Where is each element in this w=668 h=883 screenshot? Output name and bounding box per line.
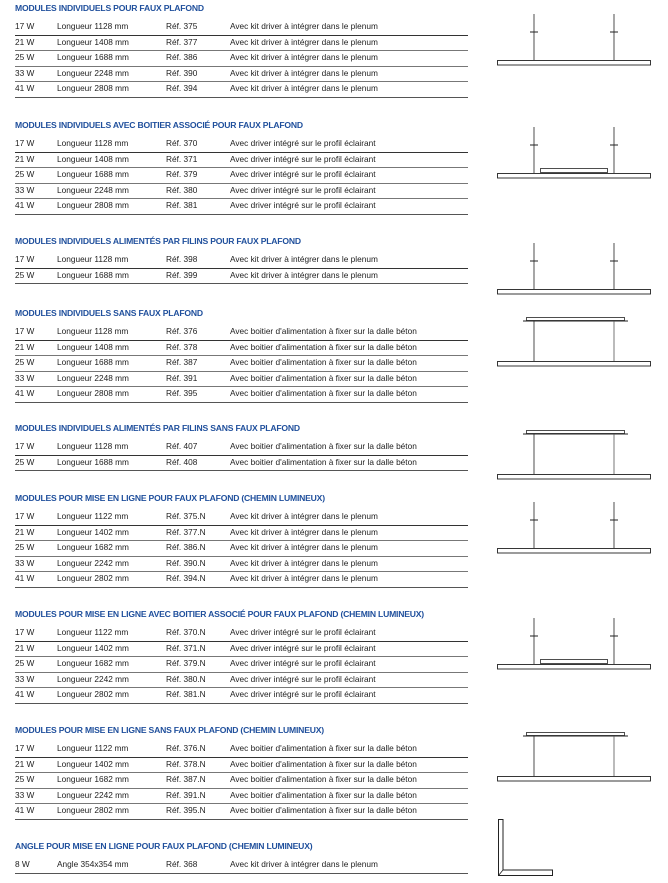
reference-cell: Réf. 390: [166, 67, 198, 78]
length-cell: Longueur 1122 mm: [57, 511, 129, 521]
wattage-cell: 33 W: [15, 557, 35, 568]
table-row: [15, 510, 468, 526]
wattage-cell: 33 W: [15, 789, 35, 800]
length-cell: Longueur 1682 mm: [57, 774, 129, 785]
wattage-cell: 25 W: [15, 169, 35, 180]
description-cell: Avec driver intégré sur le profil éclairant: [230, 642, 376, 653]
table-row: [15, 526, 468, 542]
product-section: [15, 3, 468, 98]
length-cell: Longueur 1128 mm: [57, 441, 129, 451]
reference-cell: Réf. 368: [166, 859, 198, 869]
wattage-cell: 41 W: [15, 83, 35, 94]
wattage-cell: 17 W: [15, 138, 35, 148]
section-title: MODULES INDIVIDUELS POUR FAUX PLAFOND: [15, 3, 204, 13]
length-cell: Longueur 1408 mm: [57, 36, 129, 47]
wattage-cell: 25 W: [15, 456, 35, 467]
length-cell: Longueur 1408 mm: [57, 341, 129, 352]
table-row: [15, 456, 468, 472]
description-cell: Avec kit driver à intégrer dans le plenum: [230, 526, 378, 537]
table-row: [15, 67, 468, 83]
description-cell: Avec driver intégré sur le profil éclairant: [230, 184, 376, 195]
wattage-cell: 17 W: [15, 326, 35, 336]
description-cell: Avec kit driver à intégrer dans le plenum: [230, 67, 378, 78]
diagram-container: [497, 618, 657, 679]
section-title: ANGLE POUR MISE EN LIGNE POUR FAUX PLAFOND (CHEMIN LUMINEUX): [15, 841, 313, 851]
description-cell: Avec boitier d'alimentation à fixer sur la dalle béton: [230, 789, 417, 800]
wattage-cell: 25 W: [15, 774, 35, 785]
table-row: [15, 168, 468, 184]
reference-cell: Réf. 375.N: [166, 511, 206, 521]
mounting-diagram-ceiling: [497, 430, 657, 482]
description-cell: Avec boitier d'alimentation à fixer sur la dalle béton: [230, 341, 417, 352]
reference-cell: Réf. 376: [166, 326, 198, 336]
product-section: [15, 725, 468, 820]
reference-cell: Réf. 398: [166, 254, 198, 264]
table-row: [15, 541, 468, 557]
table-row: [15, 325, 468, 341]
length-cell: Longueur 1122 mm: [57, 743, 129, 753]
reference-cell: Réf. 387.N: [166, 774, 206, 785]
description-cell: Avec boitier d'alimentation à fixer sur la dalle béton: [230, 372, 417, 383]
table-row: [15, 773, 468, 789]
reference-cell: Réf. 381.N: [166, 689, 206, 700]
section-title: MODULES INDIVIDUELS SANS FAUX PLAFOND: [15, 308, 203, 318]
reference-cell: Réf. 390.N: [166, 557, 206, 568]
length-cell: Longueur 2242 mm: [57, 673, 129, 684]
reference-cell: Réf. 399: [166, 269, 198, 280]
table-row: [15, 742, 468, 758]
length-cell: Longueur 1402 mm: [57, 642, 129, 653]
diagram-container: [497, 732, 657, 789]
mounting-diagram-ceiling: [497, 317, 657, 369]
table-row: [15, 440, 468, 456]
wattage-cell: 8 W: [15, 859, 30, 869]
description-cell: Avec driver intégré sur le profil éclairant: [230, 169, 376, 180]
description-cell: Avec kit driver à intégrer dans le plenum: [230, 557, 378, 568]
product-section: [15, 308, 468, 403]
wattage-cell: 21 W: [15, 526, 35, 537]
wattage-cell: 41 W: [15, 388, 35, 399]
table-row: [15, 20, 468, 36]
diagram-container: [497, 317, 657, 374]
length-cell: Longueur 2802 mm: [57, 689, 129, 700]
length-cell: Longueur 1688 mm: [57, 357, 129, 368]
table-row: [15, 82, 468, 98]
description-cell: Avec kit driver à intégrer dans le plenum: [230, 21, 378, 31]
mounting-diagram-ceiling: [497, 732, 657, 784]
mounting-diagram-suspended: [497, 243, 657, 299]
wattage-cell: 25 W: [15, 542, 35, 553]
wattage-cell: 41 W: [15, 805, 35, 816]
wattage-cell: 17 W: [15, 254, 35, 264]
reference-cell: Réf. 377: [166, 36, 198, 47]
description-cell: Avec boitier d'alimentation à fixer sur la dalle béton: [230, 326, 417, 336]
length-cell: Longueur 2808 mm: [57, 200, 129, 211]
wattage-cell: 25 W: [15, 269, 35, 280]
reference-cell: Réf. 391: [166, 372, 198, 383]
mounting-diagram-suspended: [497, 127, 657, 183]
wattage-cell: 21 W: [15, 153, 35, 164]
length-cell: Longueur 1688 mm: [57, 269, 129, 280]
wattage-cell: 17 W: [15, 627, 35, 637]
wattage-cell: 25 W: [15, 52, 35, 63]
length-cell: Longueur 2248 mm: [57, 184, 129, 195]
wattage-cell: 21 W: [15, 341, 35, 352]
section-title: MODULES POUR MISE EN LIGNE POUR FAUX PLAFOND (CHEMIN LUMINEUX): [15, 493, 325, 503]
description-cell: Avec kit driver à intégrer dans le plenum: [230, 52, 378, 63]
table-row: [15, 758, 468, 774]
length-cell: Longueur 1128 mm: [57, 138, 129, 148]
description-cell: Avec boitier d'alimentation à fixer sur la dalle béton: [230, 357, 417, 368]
length-cell: Longueur 1128 mm: [57, 254, 129, 264]
description-cell: Avec kit driver à intégrer dans le plenum: [230, 83, 378, 94]
table-row: [15, 688, 468, 704]
table-row: [15, 626, 468, 642]
length-cell: Longueur 2802 mm: [57, 573, 129, 584]
table-row: [15, 253, 468, 269]
diagram-container: [497, 818, 557, 883]
wattage-cell: 41 W: [15, 200, 35, 211]
reference-cell: Réf. 407: [166, 441, 198, 451]
table-row: [15, 184, 468, 200]
reference-cell: Réf. 381: [166, 200, 198, 211]
length-cell: Longueur 2808 mm: [57, 83, 129, 94]
description-cell: Avec kit driver à intégrer dans le plenum: [230, 542, 378, 553]
reference-cell: Réf. 375: [166, 21, 198, 31]
table-row: [15, 341, 468, 357]
table-row: [15, 387, 468, 403]
wattage-cell: 21 W: [15, 36, 35, 47]
wattage-cell: 21 W: [15, 642, 35, 653]
product-section: [15, 841, 468, 874]
section-title: MODULES INDIVIDUELS AVEC BOITIER ASSOCIÉ POUR FAUX PLAFOND: [15, 120, 303, 130]
wattage-cell: 17 W: [15, 441, 35, 451]
wattage-cell: 17 W: [15, 743, 35, 753]
description-cell: Avec driver intégré sur le profil éclairant: [230, 658, 376, 669]
table-row: [15, 673, 468, 689]
reference-cell: Réf. 378.N: [166, 758, 206, 769]
product-section: [15, 120, 468, 215]
table-row: [15, 372, 468, 388]
reference-cell: Réf. 386: [166, 52, 198, 63]
description-cell: Avec driver intégré sur le profil éclairant: [230, 153, 376, 164]
section-title: MODULES POUR MISE EN LIGNE SANS FAUX PLAFOND (CHEMIN LUMINEUX): [15, 725, 324, 735]
reference-cell: Réf. 391.N: [166, 789, 206, 800]
section-title: MODULES POUR MISE EN LIGNE AVEC BOITIER ASSOCIÉ POUR FAUX PLAFOND (CHEMIN LUMINEUX): [15, 609, 424, 619]
reference-cell: Réf. 378: [166, 341, 198, 352]
diagram-container: [497, 127, 657, 188]
description-cell: Avec kit driver à intégrer dans le plenum: [230, 859, 378, 869]
length-cell: Longueur 2248 mm: [57, 67, 129, 78]
length-cell: Longueur 1682 mm: [57, 658, 129, 669]
wattage-cell: 41 W: [15, 689, 35, 700]
section-title: MODULES INDIVIDUELS ALIMENTÉS PAR FILINS SANS FAUX PLAFOND: [15, 423, 300, 433]
length-cell: Longueur 1688 mm: [57, 169, 129, 180]
description-cell: Avec boitier d'alimentation à fixer sur la dalle béton: [230, 805, 417, 816]
length-cell: Longueur 2808 mm: [57, 388, 129, 399]
description-cell: Avec boitier d'alimentation à fixer sur la dalle béton: [230, 743, 417, 753]
table-row: [15, 572, 468, 588]
description-cell: Avec kit driver à intégrer dans le plenum: [230, 269, 378, 280]
reference-cell: Réf. 370: [166, 138, 198, 148]
description-cell: Avec kit driver à intégrer dans le plenum: [230, 511, 378, 521]
reference-cell: Réf. 387: [166, 357, 198, 368]
table-row: [15, 269, 468, 285]
product-section: [15, 423, 468, 471]
wattage-cell: 17 W: [15, 21, 35, 31]
diagram-container: [497, 14, 657, 75]
length-cell: Longueur 2242 mm: [57, 557, 129, 568]
reference-cell: Réf. 379: [166, 169, 198, 180]
diagram-container: [497, 243, 657, 304]
description-cell: Avec driver intégré sur le profil éclairant: [230, 673, 376, 684]
angle-module-diagram: [497, 818, 557, 878]
mounting-diagram-suspended: [497, 502, 657, 558]
length-cell: Angle 354x354 mm: [57, 859, 129, 869]
reference-cell: Réf. 371.N: [166, 642, 206, 653]
reference-cell: Réf. 395: [166, 388, 198, 399]
wattage-cell: 33 W: [15, 67, 35, 78]
length-cell: Longueur 1122 mm: [57, 627, 129, 637]
length-cell: Longueur 1408 mm: [57, 153, 129, 164]
reference-cell: Réf. 376.N: [166, 743, 206, 753]
diagram-container: [497, 502, 657, 563]
reference-cell: Réf. 394: [166, 83, 198, 94]
reference-cell: Réf. 386.N: [166, 542, 206, 553]
description-cell: Avec driver intégré sur le profil éclairant: [230, 200, 376, 211]
wattage-cell: 41 W: [15, 573, 35, 584]
length-cell: Longueur 1688 mm: [57, 52, 129, 63]
table-row: [15, 153, 468, 169]
description-cell: Avec driver intégré sur le profil éclairant: [230, 138, 376, 148]
reference-cell: Réf. 394.N: [166, 573, 206, 584]
table-row: [15, 858, 468, 874]
table-row: [15, 356, 468, 372]
reference-cell: Réf. 380.N: [166, 673, 206, 684]
wattage-cell: 33 W: [15, 184, 35, 195]
description-cell: Avec kit driver à intégrer dans le plenum: [230, 36, 378, 47]
section-title: MODULES INDIVIDUELS ALIMENTÉS PAR FILINS POUR FAUX PLAFOND: [15, 236, 301, 246]
length-cell: Longueur 2802 mm: [57, 805, 129, 816]
length-cell: Longueur 1688 mm: [57, 456, 129, 467]
description-cell: Avec driver intégré sur le profil éclairant: [230, 627, 376, 637]
table-row: [15, 642, 468, 658]
description-cell: Avec boitier d'alimentation à fixer sur la dalle béton: [230, 774, 417, 785]
length-cell: Longueur 1128 mm: [57, 326, 129, 336]
wattage-cell: 25 W: [15, 658, 35, 669]
wattage-cell: 25 W: [15, 357, 35, 368]
length-cell: Longueur 1402 mm: [57, 526, 129, 537]
reference-cell: Réf. 370.N: [166, 627, 206, 637]
wattage-cell: 33 W: [15, 673, 35, 684]
mounting-diagram-suspended: [497, 14, 657, 70]
length-cell: Longueur 1402 mm: [57, 758, 129, 769]
wattage-cell: 33 W: [15, 372, 35, 383]
mounting-diagram-suspended: [497, 618, 657, 674]
description-cell: Avec boitier d'alimentation à fixer sur la dalle béton: [230, 441, 417, 451]
description-cell: Avec boitier d'alimentation à fixer sur la dalle béton: [230, 388, 417, 399]
table-row: [15, 789, 468, 805]
reference-cell: Réf. 395.N: [166, 805, 206, 816]
table-row: [15, 199, 468, 215]
product-section: [15, 493, 468, 588]
description-cell: Avec kit driver à intégrer dans le plenum: [230, 254, 378, 264]
description-cell: Avec kit driver à intégrer dans le plenum: [230, 573, 378, 584]
description-cell: Avec boitier d'alimentation à fixer sur la dalle béton: [230, 758, 417, 769]
wattage-cell: 21 W: [15, 758, 35, 769]
length-cell: Longueur 2242 mm: [57, 789, 129, 800]
length-cell: Longueur 2248 mm: [57, 372, 129, 383]
length-cell: Longueur 1128 mm: [57, 21, 129, 31]
reference-cell: Réf. 379.N: [166, 658, 206, 669]
reference-cell: Réf. 380: [166, 184, 198, 195]
table-row: [15, 137, 468, 153]
table-row: [15, 51, 468, 67]
diagram-container: [497, 430, 657, 487]
table-row: [15, 557, 468, 573]
description-cell: Avec driver intégré sur le profil éclairant: [230, 689, 376, 700]
product-section: [15, 236, 468, 284]
wattage-cell: 17 W: [15, 511, 35, 521]
length-cell: Longueur 1682 mm: [57, 542, 129, 553]
description-cell: Avec boitier d'alimentation à fixer sur la dalle béton: [230, 456, 417, 467]
reference-cell: Réf. 371: [166, 153, 198, 164]
reference-cell: Réf. 408: [166, 456, 198, 467]
table-row: [15, 657, 468, 673]
reference-cell: Réf. 377.N: [166, 526, 206, 537]
table-row: [15, 804, 468, 820]
product-section: [15, 609, 468, 704]
table-row: [15, 36, 468, 52]
